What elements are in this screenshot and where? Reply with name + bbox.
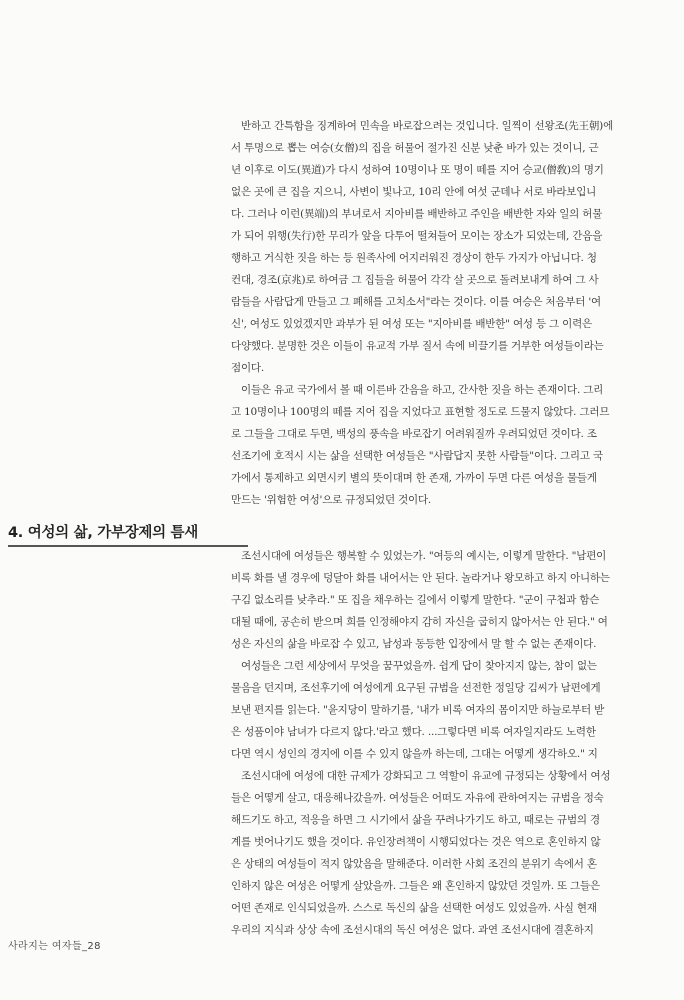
text-line: 가에서 통제하고 외면시키 별의 뜻이대며 한 존재, 가까이 두면 다른 여성을 물들게 [231,472,597,484]
text-line: 다. 그러나 이런(異端)의 부녀로서 지아비를 배반하고 주인을 배반한 자와 일의 허물 [231,208,603,220]
text-line: 서 투명으로 뽑는 여승(女僧)의 집을 허물어 절가진 신분 낮춘 바가 있는 것이니, 근 [231,142,599,154]
text-line: 해드기도 하고, 적응을 하면 그 시기에서 삶을 꾸려나가기도 하고, 때로는 규범의 경 [231,814,600,826]
text-line: 다양했다. 분명한 것은 이들이 유교적 가부 질서 속에 비끌기를 거부한 여성들이라는 [231,340,604,352]
text-line: 구김 없소리를 낮추라." 또 집을 채우하는 길에서 이렇게 말한다. "군이 구첩과 함슨 [231,594,600,606]
text-line: 어떤 존재로 인식되었을까. 스스로 독신의 삶을 선택한 여성도 있었을까. 사실 현재 [231,902,597,914]
paragraph-2 [231,379,652,511]
text-line: 다면 역시 성인의 경지에 이를 수 있지 않을까 하는데, 그대는 어떻게 생각하오." 지 [231,748,598,760]
paragraph-3 [231,545,652,655]
text-line: 행하고 거식한 짓을 하는 등 원족사에 어지러워진 경상이 한두 가지가 아닙니다. 청 [231,252,597,264]
text-line: 신', 여성도 있었겠지만 과부가 된 여성 또는 "지아비를 배반한" 여성 등 그 이력은 [231,318,592,330]
paragraph-1 [231,115,652,379]
text-line: 들은 어떻게 살고, 대응해나갔을까. 여성들은 어떠도 자유에 관하여지는 규범을 정숙 [231,792,604,804]
text-line: 은 성품이야 남녀가 다르지 않다.'라고 했다. ...그렇다면 비록 여자일지라도 노력한 [231,726,596,738]
text-line: 년 이후로 이도(異道)가 다시 성하여 10명이나 또 명이 떼를 지어 승교(僧敎)의 명기 [231,164,604,176]
text-line: 람들을 사람답게 만들고 그 폐해를 고치소서"라는 것이다. 이를 여승은 처음부터 '여 [231,296,601,308]
text-line: 대될 때에, 공손히 받으며 희를 인정해야지 감히 자신을 굽히지 않아서는 안 된다." 여 [231,616,608,628]
text-line: 로 그들을 그대로 두면, 백성의 풍속을 바로잡기 어려워질까 우려되었던 것이다. 조 [231,428,597,440]
text-line: 없은 곳에 큰 집을 지으니, 사변이 빛나고, 10리 안에 여섯 군데나 서로 바라보입니 [231,186,597,198]
text-line: 비록 화를 낼 경우에 덩달아 화를 내어서는 안 된다. 놀라거나 왕모하고 하지 아니하는 [231,572,610,584]
page-footer: 사라지는 여자들_28 [8,941,101,952]
paragraph-4 [231,655,652,765]
text-line: 보낸 편지를 읽는다. "윤지당이 말하기를, '내가 비록 여자의 몸이지만 하늘로부터 받 [231,704,605,716]
text-line: 고 10명이나 100명의 떼를 지어 집을 지었다고 표현할 정도로 드물지 않았다. 그러므 [231,406,610,418]
paragraph-5 [231,765,652,941]
section-underline [8,545,248,547]
text-line: 만드는 '위험한 여성'으로 규정되었던 것이다. [231,494,432,506]
text-line: 선조기에 호적시 시는 삶을 선택한 여성들은 "사람답지 못한 사람들"이다. 그리고 국 [231,450,603,462]
section-title: 4. 여성의 삶, 가부장제의 틈새 [8,525,198,541]
text-line: 가 되어 위행(失行)한 무리가 앞을 다투어 떨쳐들어 모이는 장소가 되었는데, 간음을 [231,230,603,242]
text-line: 컨대, 경조(京兆)로 하여금 그 집들을 허물어 각각 살 곳으로 돌려보내게 하여 그 사 [231,274,599,286]
text-line: 성은 자신의 삶을 바로잡 수 있고, 남성과 동등한 입장에서 말 할 수 없는 존재이다. [231,638,597,650]
text-line: 은 상태의 여성들이 적지 않았음을 말해준다. 이러한 사회 조건의 분위기 속에서 혼 [231,858,597,870]
text-line: 우리의 지식과 상상 속에 조선시대의 독신 여성은 없다. 과연 조선시대에 결혼하지 [231,924,594,936]
section-heading [8,521,652,547]
text-line: 점이다. [231,362,264,374]
text-line: 여성들은 그런 세상에서 무엇을 꿈꾸었을까. 쉽게 답이 찾아지지 않는, 참이 없는 [241,660,597,672]
text-line: 인하지 않은 여성은 어떻게 살았을까. 그들은 왜 혼인하지 않았던 것일까. 또 그들은 [231,880,600,892]
text-line: 이들은 유교 국가에서 볼 때 이른바 간음을 하고, 간사한 짓을 하는 존재이다. 그리 [241,384,604,396]
text-line: 계를 벗어나기도 했을 것이다. 유인장려책이 시행되었다는 것은 역으로 혼인하지 않 [231,836,601,848]
text-line: 조선시대에 여성에 대한 규제가 강화되고 그 역할이 유교에 규정되는 상황에서 여성 [241,770,611,782]
text-line: 물음을 던지며, 조선후기에 여성에게 요구된 규범을 선전한 정일당 김씨가 남편에게 [231,682,601,694]
text-line: 반하고 간특함을 징계하여 민속을 바로잡으려는 것입니다. 일찍이 선왕조(先王朝)에 [241,120,614,132]
text-line: 조선시대에 여성들은 행복할 수 있었는가. "여등의 예시는, 이렇게 말한다. "남편이 [241,550,607,562]
